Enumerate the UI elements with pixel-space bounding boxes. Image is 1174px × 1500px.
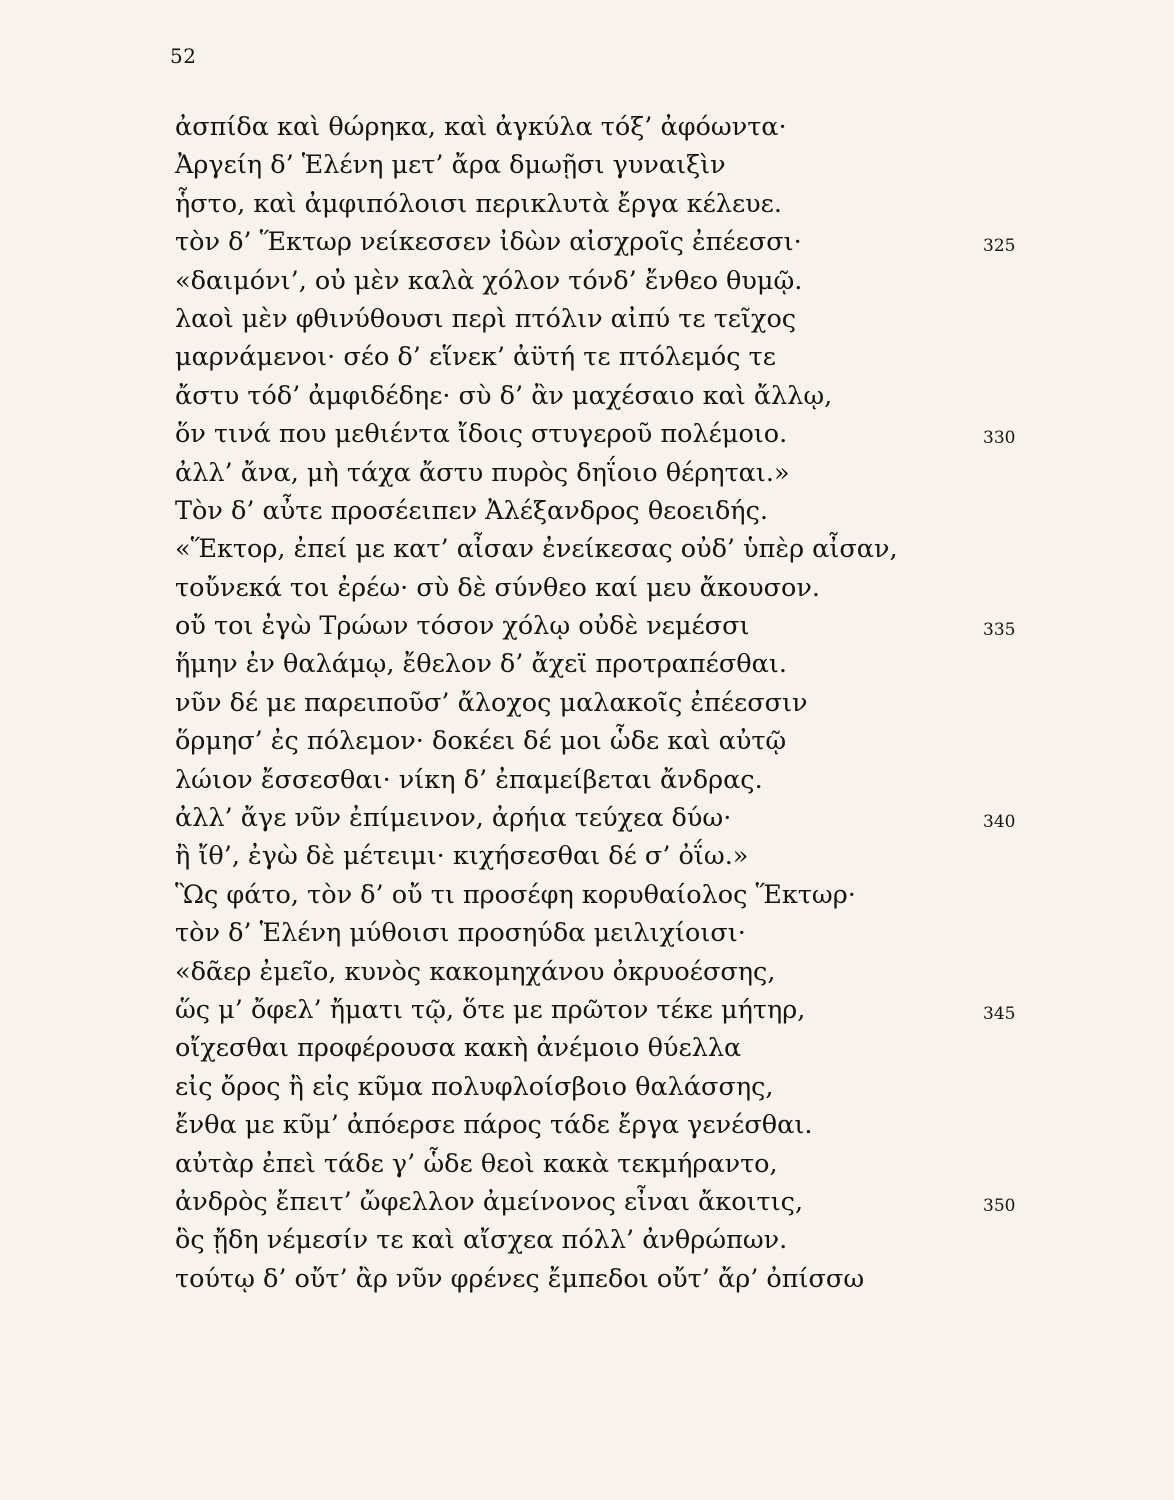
verse-text: ἔνθα με κῦμ’ ἀπόερσε πάρος τάδε ἔργα γενέσθαι.: [175, 1110, 813, 1141]
verse-line: [175, 991, 1075, 1029]
verse-text: «δᾶερ ἐμεῖο, κυνὸς κακομηχάνου ὀκρυοέσσης,: [175, 956, 776, 987]
verse-line: [175, 377, 1075, 415]
verse-line: [175, 338, 1075, 376]
verse-line: [175, 914, 1075, 952]
verse-line: [175, 300, 1075, 338]
verse-text: τὸν δ’ Ἕκτωρ νείκεσσεν ἰδὼν αἰσχροῖς ἐπέεσσι·: [175, 227, 802, 258]
verse-text: ἀλλ’ ἄνα, μὴ τάχα ἄστυ πυρὸς δηΐοιο θέρηται.»: [175, 457, 790, 488]
verse-line: [175, 1145, 1075, 1183]
verse-text: ὅρμησ’ ἐς πόλεμον· δοκέει δέ μοι ὧδε καὶ αὐτῷ: [175, 726, 787, 757]
verse-text: αὐτὰρ ἐπεὶ τάδε γ’ ὧδε θεοὶ κακὰ τεκμήραντο,: [175, 1148, 778, 1179]
verse-text: «δαιμόνι’, οὐ μὲν καλὰ χόλον τόνδ’ ἔνθεο θυμῷ.: [175, 265, 803, 296]
verse-text: τὸν δ’ Ἑλένη μύθοισι προσηύδα μειλιχίοισι·: [175, 918, 746, 949]
verse-text: ἀλλ’ ἄγε νῦν ἐπίμεινον, ἀρήια τεύχεα δύω·: [175, 803, 732, 834]
verse-line: [175, 837, 1075, 875]
verse-line: [175, 262, 1075, 300]
verse-line: [175, 684, 1075, 722]
verse-line: [175, 799, 1075, 837]
verse-text: οὔ τοι ἐγὼ Τρώων τόσον χόλῳ οὐδὲ νεμέσσι: [175, 611, 750, 642]
verse-text: ἀσπίδα καὶ θώρηκα, καὶ ἀγκύλα τόξ’ ἀφόωντα·: [175, 112, 787, 142]
verse-line: [175, 876, 1075, 914]
verse-line: [175, 1260, 1075, 1298]
verse-text: τοὔνεκά τοι ἐρέω· σὺ δὲ σύνθεο καί μευ ἄκουσον.: [175, 572, 821, 603]
page-number: 52: [170, 44, 197, 68]
line-number: 340: [983, 812, 1016, 833]
line-number: 335: [983, 620, 1016, 641]
verse-text: ἄστυ τόδ’ ἀμφιδέδηε· σὺ δ’ ἂν μαχέσαιο καὶ ἄλλῳ,: [175, 380, 833, 411]
verse-line: [175, 953, 1075, 991]
line-number: 350: [983, 1195, 1016, 1216]
line-number: 330: [983, 428, 1016, 449]
verse-text: ἢ ἴθ’, ἐγὼ δὲ μέτειμι· κιχήσεσθαι δέ σ’ ὀΐω.»: [175, 841, 749, 872]
verse-text: Τὸν δ’ αὖτε προσέειπεν Ἀλέξανδρος θεοειδής.: [175, 495, 768, 526]
verse-line: [175, 146, 1075, 184]
verse-block: [175, 108, 1075, 1298]
verse-text: Ἀργείη δ’ Ἑλένη μετ’ ἄρα δμωῇσι γυναιξὶν: [175, 150, 726, 181]
verse-line: [175, 1106, 1075, 1144]
verse-text: ὥς μ’ ὄφελ’ ἤματι τῷ, ὅτε με πρῶτον τέκε μήτηρ,: [175, 994, 806, 1025]
verse-line: [175, 415, 1075, 453]
verse-text: μαρνάμενοι· σέο δ’ εἵνεκ’ ἀϋτή τε πτόλεμός τε: [175, 342, 776, 373]
verse-text: ἀνδρὸς ἔπειτ’ ὤφελλον ἀμείνονος εἶναι ἄκοιτις,: [175, 1186, 804, 1217]
verse-line: [175, 1068, 1075, 1106]
verse-line: [175, 185, 1075, 223]
verse-line: [175, 645, 1075, 683]
verse-text: ἥμην ἐν θαλάμῳ, ἔθελον δ’ ἄχεϊ προτραπέσθαι.: [175, 649, 787, 680]
verse-text: ὃς ᾔδη νέμεσίν τε καὶ αἴσχεα πόλλ’ ἀνθρώπων.: [175, 1225, 788, 1256]
verse-text: «Ἕκτορ, ἐπεί με κατ’ αἶσαν ἐνείκεσας οὐδ’ ὑπὲρ αἶσαν,: [175, 534, 898, 565]
verse-line: [175, 454, 1075, 492]
verse-text: νῦν δέ με παρειποῦσ’ ἄλοχος μαλακοῖς ἐπέεσσιν: [175, 687, 808, 718]
verse-text: ὅν τινά που μεθιέντα ἴδοις στυγεροῦ πολέμοιο.: [175, 419, 788, 450]
verse-text: τούτῳ δ’ οὔτ’ ἂρ νῦν φρένες ἔμπεδοι οὔτ’ ἄρ’ ὀπίσσω: [175, 1263, 865, 1294]
verse-text: λώιον ἔσσεσθαι· νίκη δ’ ἐπαμείβεται ἄνδρας.: [175, 764, 763, 795]
verse-text: λαοὶ μὲν φθινύθουσι περὶ πτόλιν αἰπύ τε τεῖχος: [175, 303, 797, 334]
verse-line: [175, 761, 1075, 799]
line-number: 325: [983, 236, 1016, 257]
verse-text: εἰς ὄρος ἢ εἰς κῦμα πολυφλοίσβοιο θαλάσσης,: [175, 1071, 774, 1102]
verse-line: [175, 1183, 1075, 1221]
verse-line: [175, 569, 1075, 607]
verse-line: [175, 223, 1075, 261]
line-number: 345: [983, 1003, 1016, 1024]
verse-line: [175, 108, 1075, 146]
verse-line: [175, 492, 1075, 530]
verse-line: [175, 1029, 1075, 1067]
verse-line: [175, 722, 1075, 760]
verse-line: [175, 530, 1075, 568]
verse-line: [175, 607, 1075, 645]
verse-text: Ὣς φάτο, τὸν δ’ οὔ τι προσέφη κορυθαίολος Ἕκτωρ·: [175, 879, 856, 910]
verse-line: [175, 1221, 1075, 1259]
verse-text: ἧστο, καὶ ἀμφιπόλοισι περικλυτὰ ἔργα κέλευε.: [175, 188, 782, 219]
verse-text: οἴχεσθαι προφέρουσα κακὴ ἀνέμοιο θύελλα: [175, 1033, 742, 1064]
